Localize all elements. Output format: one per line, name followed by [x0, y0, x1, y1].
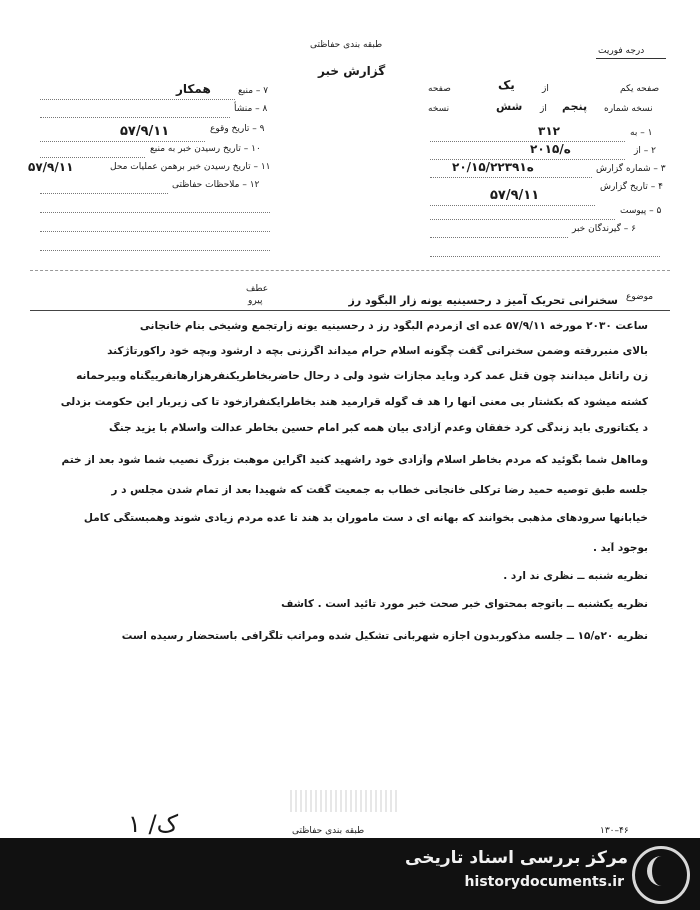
copy-label: نسخه شماره — [604, 104, 653, 114]
copy-value: پنجم — [562, 100, 588, 113]
field-7-value: همکار — [176, 82, 211, 96]
field-8-label: ۸ – منشأ — [234, 104, 268, 114]
field-11-value: ۵۷/۹/۱۱ — [28, 160, 74, 174]
body-line: کشته میشود که بکشتار بی معنی آنها را هد ف گوله قرارمید هند بخاطرایکنفرازخود تا کی زیربار این حکومت بزدلی — [60, 396, 648, 408]
field-5-label: ۵ – پیوست — [620, 206, 662, 216]
field-1-label: ۱ – به — [630, 128, 653, 138]
handwritten-signature: ک/ ۱ — [128, 810, 179, 838]
body-line: ساعت ۲۰۳۰ مورخه ۵۷/۹/۱۱ عده ای ازمردم البگود رز د رحسینیه یونه زارتجمع وشیخی بنام خانجانی — [139, 320, 648, 332]
priority-underline — [596, 58, 666, 59]
opinion-saturday: نظریه شنبه ــ نظری ند ارد . — [503, 570, 648, 582]
opinion-final: نظریه ۲۰ه/۱۵ ــ جلسه مذکوربدون اجازه شهربانی تشکیل شده ومراتب تلگرافی باستحضار رسیده است — [121, 630, 648, 642]
faded-stamp — [290, 790, 400, 812]
field-1-value: ۳۱۲ — [538, 124, 560, 138]
copy-total: شش — [496, 100, 523, 113]
mowzu-label: موضوع — [626, 292, 654, 302]
watermark-title: مرکز بررسی اسناد تاریخی — [405, 848, 628, 868]
atf-label: عطف — [246, 284, 269, 294]
classification-top: طبقه بندی حفاظتی — [310, 40, 383, 50]
peyro-label: پیرو — [248, 296, 263, 306]
field-12-label: ۱۲ – ملاحظات حفاظتی — [172, 180, 260, 190]
body-line: بالای منبررفته وضمن سخنرانی گفت چگونه اسلام حرام میداند اگرزنی بچه د ارشود وبچه خود راکورتاژکند — [107, 345, 648, 357]
body-line: جلسه طبق توصیه حمید رضا ترکلی خانجانی خطاب به جمعیت گفت که شهیدا بعد از تمام شدن مجلس د ر — [111, 484, 648, 496]
page-word: صفحه — [428, 84, 451, 94]
watermark-url[interactable]: historydocuments.ir — [464, 874, 624, 890]
opinion-sunday: نظریه یکشنبه ــ باتوجه ‌بمحتوای خبر صحت خبر مورد تائید است . کاشف — [281, 598, 648, 610]
body-line: بوجود آید . — [593, 542, 648, 554]
body-line: ومااهل شما بگوئید که مردم بخاطر اسلام وآزادی خود راشهید کنید اگراین موهبت بزرگ نصیب شما شود بعد از ختم — [61, 454, 648, 466]
field-4-value: ۵۷/۹/۱۱ — [490, 188, 540, 203]
archive-logo-mark-icon — [647, 856, 676, 886]
field-4-label: ۴ – تاریخ گزارش — [600, 182, 663, 192]
subject-text: سخنرانی تحریک آمیز د رحسینیه یونه زار البگود رز — [348, 294, 618, 307]
report-title: گزارش خبر — [318, 64, 386, 78]
page-of: از — [542, 84, 549, 94]
field-9-label: ۹ – تاریخ وقوع — [210, 124, 265, 134]
body-line: زن راتاتل میدانند چون قتل عمد کرد وباید مجازات شود ولی د رحال حاضربخاطریکنفرهزارهانفرییگناه وبیرحمانه — [76, 370, 648, 382]
field-3-label: ۳ – شماره گزارش — [596, 164, 666, 174]
body-line: خیابانها سرودهای مذهبی بخوانند که بهانه ای د ست ماموران بد هند تا عده مردم زیادی شوند وهمبستگی کامل — [83, 512, 648, 524]
priority-label: درجه فوریت — [598, 46, 645, 56]
classification-bottom: طبقه بندی حفاظتی — [292, 826, 365, 836]
copy-word: نسخه — [428, 104, 450, 114]
page-value: یک — [498, 78, 515, 92]
page-label: صفحه یکم — [620, 84, 660, 94]
copy-of: از — [540, 104, 547, 114]
field-6-label: ۶ – گیرندگان خبر — [572, 224, 637, 234]
form-code: ۱۳۰–۴۶ — [600, 826, 629, 836]
field-11-label: ۱۱ – تاریخ رسیدن خبر برهمن عملیات محل — [110, 162, 271, 172]
field-10-label: ۱۰ – تاریخ رسیدن خبر به منبع — [150, 144, 261, 154]
field-2-label: ۲ – از — [634, 146, 656, 156]
field-7-label: ۷ – منبع — [238, 86, 269, 96]
field-3-value: ۲۰/۱۵/۲۲۳۹ه۱ — [452, 160, 534, 174]
field-9-value: ۵۷/۹/۱۱ — [120, 124, 170, 139]
body-line: د یکتاتوری باید زندگی کرد خفقان وعدم آزادی بیان همه کبر امام حسین بخاطر عدالت واسلام با یزید جنگ — [109, 422, 648, 434]
field-2-value: ۲۰ه/۱۵ — [530, 142, 571, 156]
